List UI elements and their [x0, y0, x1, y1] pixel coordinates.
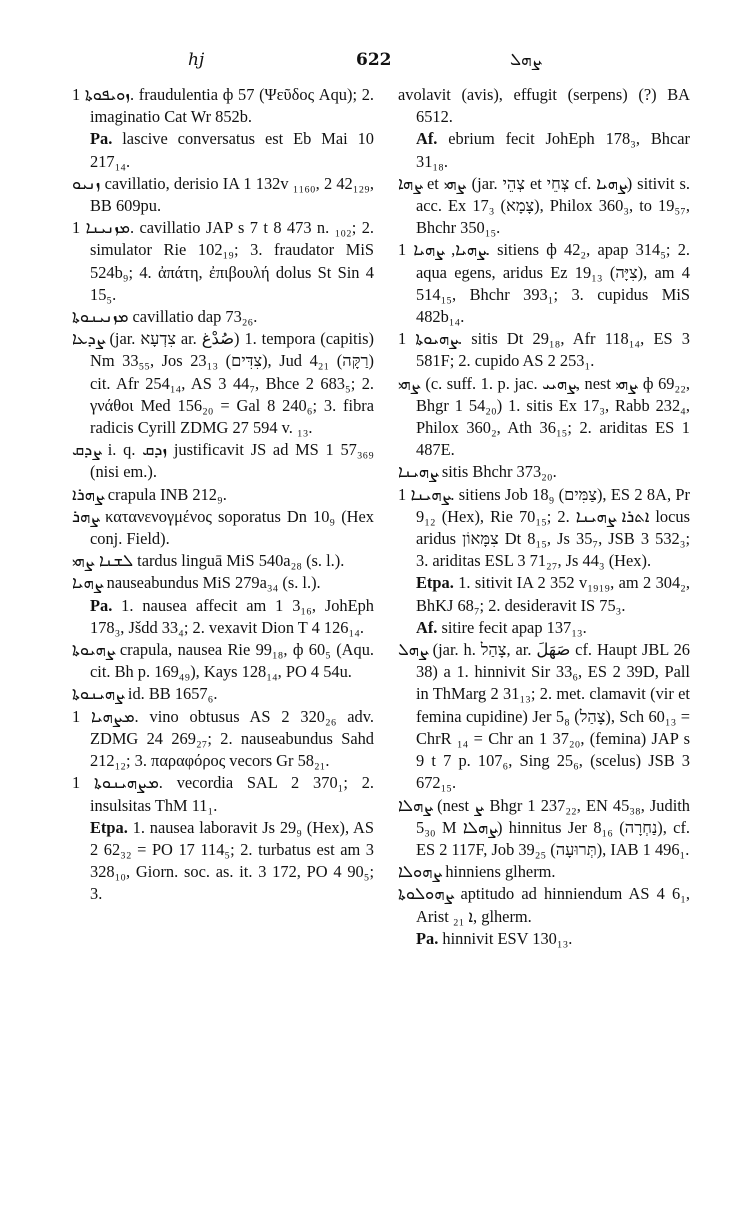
entry: ܨܗܪܐ crapula INB 212₉.: [72, 484, 227, 504]
entry: Pa. 1. nausea affecit am 1 3₁₆, JohEph 178₃, Jšdd 33₄; 2. vexavit Dion T 4 126₁₄.: [90, 595, 374, 637]
page-number: 622: [356, 50, 392, 70]
entry: ܨܗܠܐ (nest ܨ Bhgr 1 237₂₂, EN 45₃₈, Judith 5₃₀ M ܨܗܠܐ) hinnitus Jer 8₁₆ (נַחְרָה), cf. ES 2 117F, Job 39₂₅ (תְּרוּעָה), IAB 1 496₁.: [398, 795, 690, 859]
entry: ܡܙܢܝܢܘܬܐ cavillatio dap 73₂₆.: [72, 307, 258, 327]
header-right-catchword: ܨܗܠ: [510, 50, 541, 70]
left-column: [72, 84, 374, 906]
entry: ܨܕܥܐ (jar. צִדְעָא ar. صُدْغ) 1. tempora (capitis) Nm 33₅₅, Jos 23₁₃ (צִדִּים), Jud 4₂₁ (רַקָּה) cit. Afr 254₁₄, AS 3 44₇, Bhce 2 683₅; 2. γνάθοι Med 156₂₀ = Gal 8 240₆; 3. fibra radicis Cyrill ZDMG 27 594 v. ₁₃.: [72, 329, 375, 438]
entry: ܠܫܢܐ ܨܗܝ tardus linguā MiS 540a₂₈ (s. l.).: [72, 551, 345, 571]
entry: ܨܗܝ (c. suff. 1. p. jac. ܨܗܝܝ, nest ܨܗܝ ф 69₂₂, Bhgr 1 54₂₀) 1. sitis Ex 17₃, Rabb 232₄, Philox 360₂, Ath 36₁₅; 2. ariditas ES 1 487E.: [398, 373, 691, 460]
entry: Af. ebrium fecit JohEph 178₃, Bhcar 31₁₈.: [416, 129, 690, 171]
entry: ܨܗܝܐ, ܨܗܝܐ 1. sitiens ф 42₂, apap 314₅; 2. aqua egens, aridus Ez 19₁₃ (צִיָּה), am 4 514₁₅, Bhchr 393₁; 3. cupidus MiS 482b₁₄.: [398, 240, 690, 327]
entry: Etpa. 1. nausea laboravit Js 29₉ (Hex), AS 2 62₃₂ = PO 17 114₅; 2. turbatus est am 3 328₁₀, Giorn. soc. as. it. 3 172, PO 4 90₅; 3.: [90, 817, 374, 904]
entry: ܡܨܗܝܢܘܬܐ 1. vecordia SAL 2 370₁; 2. insulsitas ThM 11₁.: [72, 773, 374, 815]
entry: Pa. lascive conversatus est Eb Mai 10 217₁₄.: [90, 129, 374, 171]
entry: Etpa. 1. sitivit IA 2 352 v₁₉₁₉, am 2 304₂, BhKJ 68₇; 2. desideravit IS 75₃.: [416, 573, 690, 615]
page-header: [0, 50, 750, 74]
entry: ܨܗܝܘܬܐ 1. sitis Dt 29₁₈, Afr 118₁₄, ES 3 581F; 2. cupido AS 2 253₁.: [398, 329, 690, 371]
entry: ܨܗܐ et ܨܗܝ (jar. צְהֵי et צְחֵי cf. ܨܗܝܐ) sitivit s. acc. Ex 17₃ (צָמָא), Philox 360₃, to 19₅₇, Bhchr 350₁₅.: [398, 173, 691, 238]
right-column: [398, 84, 690, 950]
entry: ܡܙܢܝܢܐ 1. cavillatio JAP s 7 t 8 473 n. ₁₀₂; 2. simulator Rie 102₁₉; 3. fraudator MiS 524b₉; 4. ἀπάτη, ἐπιβουλή dolus St Sin 4 15₅.: [72, 218, 374, 304]
entry: ܨܗܪ κατανενογμένος soporatus Dn 10₉ (Hex conj. Field).: [72, 506, 374, 549]
entry: ܨܗܝܢܐ 1. sitiens Job 18₉ (צַמִּים), ES 2 8A, Pr 9₁₂ (Hex), Rie 70₁₅; 2. ܐܬܪܐ ܨܗܝܢܐ locus aridus צִמָּאוֹן Dt 8₁₅, Js 35₇, JSB 3 532₃; 3. ariditas ESL 3 71₂₇, Js 44₃ (Hex).: [398, 484, 691, 571]
entry: ܨܗܘܠܐ hinniens glherm.: [398, 862, 556, 882]
entry: ܙܢܝܘ cavillatio, derisio IA 1 132v ₁₁₆₀, 2 42₁₂₉, BB 609pu.: [72, 173, 374, 216]
entry: Af. sitire fecit apap 137₁₃.: [416, 617, 587, 637]
entry: ܨܗܝܐ nauseabundus MiS 279a₃₄ (s. l.).: [72, 573, 321, 593]
header-left-catchword: hj: [188, 50, 205, 70]
entry: ܡܨܗܝܐ 1. vino obtusus AS 2 320₂₆ adv. ZDMG 24 269₂₇; 2. nauseabundus Sahd 212₁₂; 3. παραφόρος vecors Gr 58₂₁.: [72, 706, 374, 771]
entry: ܨܕܩ i. q. ܙܕܩ justificavit JS ad MS 1 57₃₆₉ (nisi em.).: [72, 440, 374, 482]
entry: ܨܗܝܢܐ sitis Bhchr 373₂₀.: [398, 462, 557, 482]
entry: ܨܗܝܢܘܬܐ id. BB 1657₆.: [72, 684, 218, 704]
entry: ܙܘܝܦܘܬܐ 1. fraudulentia ф 57 (Ψεῦδος Aqu); 2. imaginatio Cat Wr 852b.: [72, 85, 374, 127]
entry: ܨܗܝܘܬܐ crapula, nausea Rie 99₁₈, ф 60₅ (Aqu. cit. Bh p. 169₄₉), Kays 128₁₄, PO 4 54u.: [72, 640, 374, 682]
entry: Pa. hinnivit ESV 130₁₃.: [416, 928, 573, 948]
entry: ܨܗܠ (jar. h. צָהַל, ar. صَهَلَ cf. Haupt JBL 26 38) a 1. hinnivit Sir 33₆, ES 2 39D, Pall in ThMarg 2 31₁₃; 2. met. clamavit (vir et femina cupidine) Jer 5₈ (צָהַל), Sch 60₁₃ = ChrR ₁₄ = Chr an 1 37₂₀, (femina) JAP s 9 t 7 p. 107₆, Sing 25₆, (scelus) JSB 3 672₁₅.: [398, 640, 691, 793]
entry: ܨܗܘܠܘܬܐ aptitudo ad hinniendum AS 4 6₁, Arist ܐ ₂₁, glherm.: [398, 884, 690, 926]
entry: avolavit (avis), effugit (serpens) (?) BA 6512.: [398, 85, 690, 127]
